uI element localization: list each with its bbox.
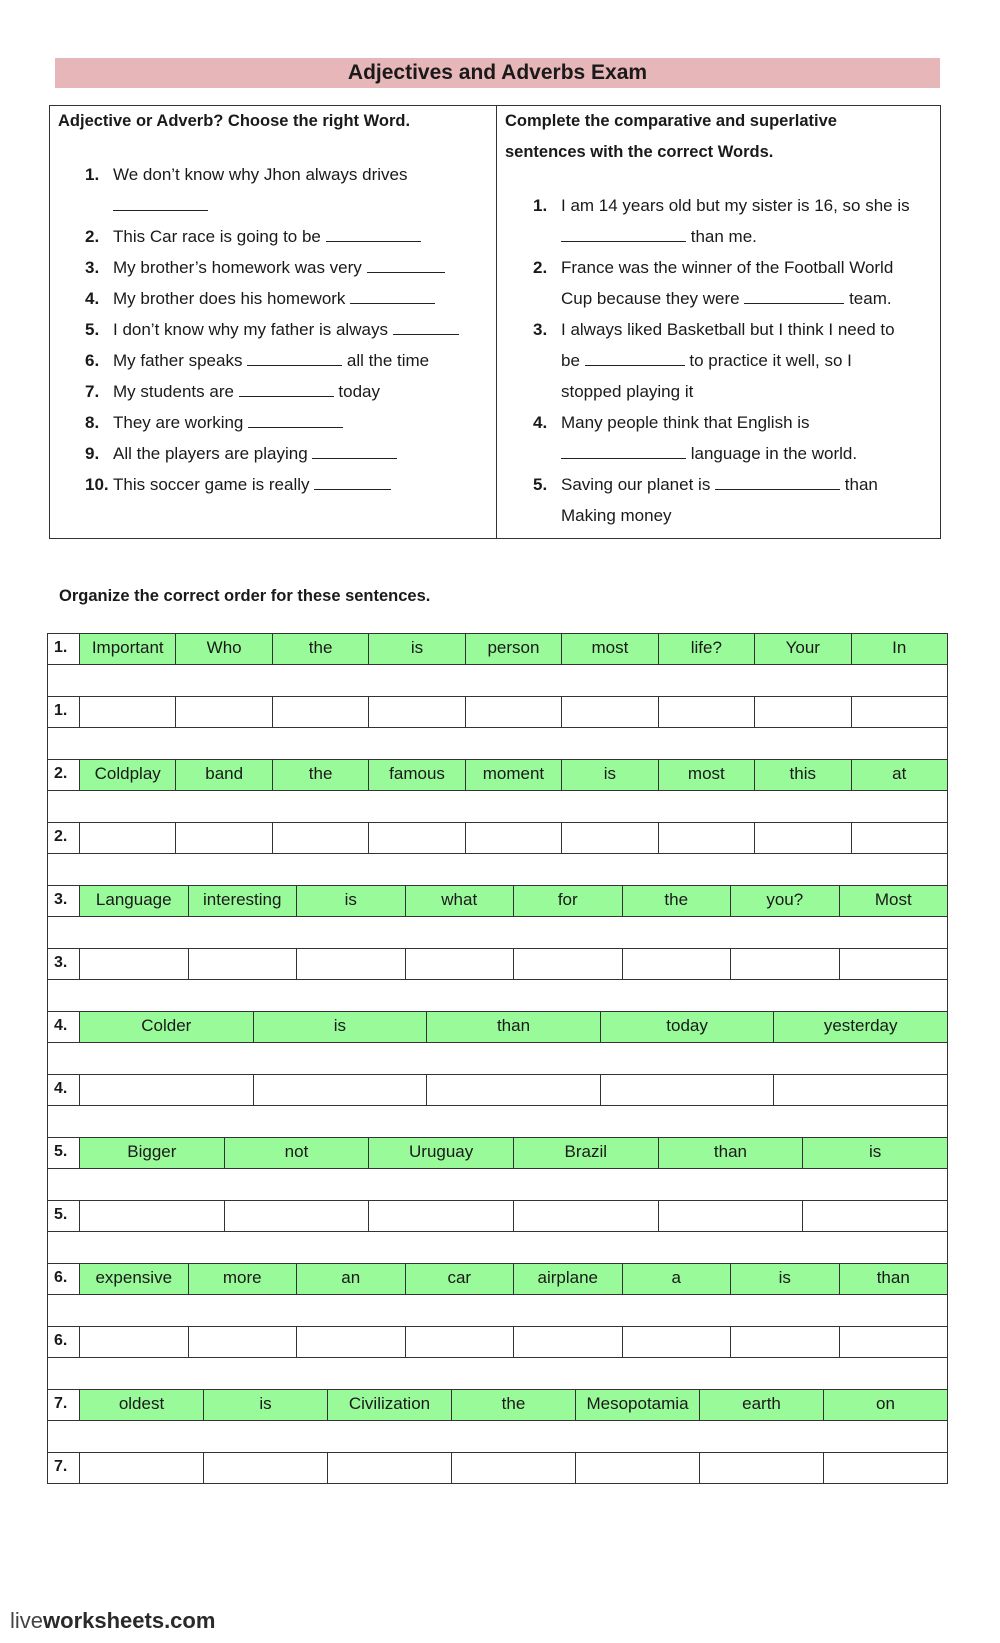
exercise-text: This soccer game is really <box>113 475 310 494</box>
exercise-text: Making money <box>561 506 672 525</box>
answer-cell[interactable] <box>773 1074 948 1106</box>
answer-blank[interactable] <box>326 223 421 242</box>
answer-cell[interactable] <box>272 822 369 854</box>
exercise-number: 9. <box>85 444 100 463</box>
row-gap <box>47 1232 948 1264</box>
answer-blank[interactable] <box>715 471 840 490</box>
exercise-text: all the time <box>346 351 430 370</box>
word-tile[interactable]: on <box>823 1389 948 1421</box>
footer-brand[interactable] <box>10 1608 215 1634</box>
word-tile[interactable]: life? <box>658 633 755 665</box>
word-tile[interactable]: Important <box>79 633 176 665</box>
word-row <box>47 1138 948 1169</box>
word-tile[interactable]: today <box>600 1011 775 1043</box>
exercise-item <box>497 252 940 314</box>
exercise-text: They are working <box>113 413 244 432</box>
exercise-number: 3. <box>85 258 100 277</box>
exercise-text: This Car race is going to be <box>113 227 321 246</box>
word-row <box>47 760 948 791</box>
exercise-text: France was the winner of the Football World <box>561 258 894 277</box>
exercise-item <box>50 376 496 407</box>
exercise-text: Many people think that English is <box>561 413 810 432</box>
word-tile[interactable]: the <box>272 759 369 791</box>
section-heading: Adjective or Adverb? Choose the right Word. <box>58 112 411 130</box>
word-tile[interactable]: band <box>175 759 272 791</box>
exercise-number: 1. <box>533 196 548 215</box>
row-gap <box>47 1169 948 1201</box>
answer-blank[interactable] <box>312 440 397 459</box>
word-tile[interactable]: is <box>561 759 658 791</box>
answer-cell[interactable] <box>79 696 176 728</box>
brand-bold: worksheets.com <box>43 1608 216 1633</box>
word-row <box>47 1264 948 1295</box>
exercise-number: 5. <box>533 475 548 494</box>
row-gap <box>47 854 948 886</box>
exercise-item <box>50 438 496 469</box>
exercise-item <box>497 190 940 252</box>
exercise-text: We don’t know why Jhon always drives <box>113 165 408 184</box>
left-exercise-list <box>50 159 496 500</box>
answer-blank[interactable] <box>393 316 459 335</box>
word-tile[interactable]: moment <box>465 759 562 791</box>
word-tile[interactable]: is <box>802 1137 948 1169</box>
answer-cell[interactable] <box>561 822 658 854</box>
word-tile[interactable]: Who <box>175 633 272 665</box>
answer-blank[interactable] <box>744 285 844 304</box>
answer-cell[interactable] <box>699 1452 824 1484</box>
section-heading-line2: sentences with the correct Words. <box>505 143 774 161</box>
word-tile[interactable]: this <box>754 759 851 791</box>
row-gap <box>47 1295 948 1327</box>
exercise-text: today <box>338 382 381 401</box>
answer-cell[interactable] <box>79 1326 189 1358</box>
word-tile[interactable]: than <box>839 1263 949 1295</box>
exercise-number: 2. <box>533 258 548 277</box>
exercise-text: My father speaks <box>113 351 243 370</box>
brand-light: live <box>10 1608 44 1633</box>
exercise-item <box>50 314 496 345</box>
word-tile[interactable]: you? <box>730 885 840 917</box>
exercise-item <box>50 469 496 500</box>
row-gap <box>47 1421 948 1453</box>
word-tile[interactable]: Colder <box>79 1011 254 1043</box>
answer-cell[interactable] <box>658 696 755 728</box>
exercise-number: 2. <box>85 227 100 246</box>
word-tile[interactable]: the <box>622 885 732 917</box>
answer-cell[interactable] <box>513 1200 659 1232</box>
answer-cell[interactable] <box>465 822 562 854</box>
row-gap <box>47 665 948 697</box>
answer-cell[interactable] <box>513 948 623 980</box>
word-tile[interactable]: is <box>296 885 406 917</box>
row-number: 5. <box>47 1137 80 1169</box>
exercise-text: All the players are playing <box>113 444 308 463</box>
answer-cell[interactable] <box>188 1326 298 1358</box>
answer-row <box>47 1075 948 1106</box>
answer-blank[interactable] <box>247 347 342 366</box>
answer-row <box>47 1327 948 1358</box>
row-gap <box>47 980 948 1012</box>
exercise-item <box>50 252 496 283</box>
exercise-number: 5. <box>85 320 100 339</box>
exercise-item <box>497 314 940 407</box>
row-gap <box>47 1358 948 1390</box>
word-tile[interactable]: Your <box>754 633 851 665</box>
row-number: 4. <box>47 1011 80 1043</box>
word-tile[interactable]: than <box>426 1011 601 1043</box>
word-tile[interactable]: is <box>253 1011 428 1043</box>
answer-cell[interactable] <box>368 1200 514 1232</box>
answer-cell[interactable] <box>188 948 298 980</box>
row-number: 3. <box>47 948 80 980</box>
word-tile[interactable]: oldest <box>79 1389 204 1421</box>
exercise-item <box>50 345 496 376</box>
adjective-adverb-section <box>50 106 497 538</box>
word-tile[interactable]: Language <box>79 885 189 917</box>
answer-cell[interactable] <box>658 822 755 854</box>
answer-cell[interactable] <box>851 696 948 728</box>
organize-heading: Organize the correct order for these sentences. <box>59 587 431 605</box>
answer-cell[interactable] <box>296 948 406 980</box>
word-tile[interactable]: a <box>622 1263 732 1295</box>
answer-cell[interactable] <box>79 948 189 980</box>
word-tile[interactable]: more <box>188 1263 298 1295</box>
answer-cell[interactable] <box>175 822 272 854</box>
answer-cell[interactable] <box>622 948 732 980</box>
word-row <box>47 886 948 917</box>
answer-row <box>47 697 948 728</box>
answer-cell[interactable] <box>224 1200 370 1232</box>
answer-blank[interactable] <box>113 192 208 211</box>
word-tile[interactable]: Brazil <box>513 1137 659 1169</box>
row-gap <box>47 1043 948 1075</box>
answer-row <box>47 1453 948 1484</box>
word-tile[interactable]: Civilization <box>327 1389 452 1421</box>
row-number: 6. <box>47 1326 80 1358</box>
word-tile[interactable]: than <box>658 1137 804 1169</box>
answer-cell[interactable] <box>405 948 515 980</box>
word-tile[interactable]: most <box>658 759 755 791</box>
word-tile[interactable]: Bigger <box>79 1137 225 1169</box>
exercise-text: stopped playing it <box>561 382 694 401</box>
word-tile[interactable]: the <box>272 633 369 665</box>
row-gap <box>47 791 948 823</box>
exercise-item <box>497 469 940 531</box>
answer-cell[interactable] <box>175 696 272 728</box>
word-tile[interactable]: Coldplay <box>79 759 176 791</box>
row-number: 4. <box>47 1074 80 1106</box>
answer-cell[interactable] <box>79 1452 204 1484</box>
section-heading-line1: Complete the comparative and superlative <box>505 112 837 130</box>
exercise-text: My brother’s homework was very <box>113 258 362 277</box>
answer-cell[interactable] <box>465 696 562 728</box>
answer-cell[interactable] <box>296 1326 406 1358</box>
exercise-item <box>50 283 496 314</box>
word-tile[interactable]: yesterday <box>773 1011 948 1043</box>
word-tile[interactable]: earth <box>699 1389 824 1421</box>
word-tile[interactable]: airplane <box>513 1263 623 1295</box>
exercise-item <box>497 407 940 469</box>
row-gap <box>47 728 948 760</box>
exercise-text: language in the world. <box>690 444 858 463</box>
word-tile[interactable]: not <box>224 1137 370 1169</box>
exercise-text: My students are <box>113 382 234 401</box>
exercise-box <box>49 105 941 539</box>
exercise-text: My brother does his homework <box>113 289 346 308</box>
answer-cell[interactable] <box>79 1074 254 1106</box>
exercise-text: than me. <box>690 227 757 246</box>
word-tile[interactable]: person <box>465 633 562 665</box>
exercise-text: be <box>561 351 580 370</box>
right-exercise-list <box>497 190 940 531</box>
word-tile[interactable]: In <box>851 633 948 665</box>
exercise-number: 1. <box>85 165 100 184</box>
answer-cell[interactable] <box>754 696 851 728</box>
exercise-text: team. <box>849 289 892 308</box>
answer-cell[interactable] <box>513 1326 623 1358</box>
answer-cell[interactable] <box>368 696 465 728</box>
answer-cell[interactable] <box>730 1326 840 1358</box>
exercise-item <box>50 159 496 221</box>
answer-blank[interactable] <box>561 440 686 459</box>
row-number: 2. <box>47 822 80 854</box>
answer-blank[interactable] <box>248 409 343 428</box>
word-tile[interactable]: expensive <box>79 1263 189 1295</box>
word-tile[interactable]: the <box>451 1389 576 1421</box>
word-tile[interactable]: at <box>851 759 948 791</box>
word-tile[interactable]: what <box>405 885 515 917</box>
answer-blank[interactable] <box>350 285 435 304</box>
word-tile[interactable]: interesting <box>188 885 298 917</box>
exercise-number: 3. <box>533 320 548 339</box>
exercise-text: I don’t know why my father is always <box>113 320 388 339</box>
row-number: 1. <box>47 696 80 728</box>
answer-cell[interactable] <box>327 1452 452 1484</box>
row-number: 5. <box>47 1200 80 1232</box>
word-tile[interactable]: famous <box>368 759 465 791</box>
answer-cell[interactable] <box>622 1326 732 1358</box>
word-tile[interactable]: Most <box>839 885 949 917</box>
answer-cell[interactable] <box>203 1452 328 1484</box>
answer-blank[interactable] <box>314 471 391 490</box>
exercise-number: 4. <box>85 289 100 308</box>
row-number: 1. <box>47 633 80 665</box>
row-number: 2. <box>47 759 80 791</box>
exercise-text: I always liked Basketball but I think I need to <box>561 320 895 339</box>
answer-cell[interactable] <box>405 1326 515 1358</box>
word-row <box>47 634 948 665</box>
answer-cell[interactable] <box>79 1200 225 1232</box>
word-tile[interactable]: Uruguay <box>368 1137 514 1169</box>
answer-blank[interactable] <box>239 378 334 397</box>
exercise-number: 6. <box>85 351 100 370</box>
answer-row <box>47 823 948 854</box>
answer-cell[interactable] <box>851 822 948 854</box>
row-gap <box>47 1106 948 1138</box>
answer-cell[interactable] <box>253 1074 428 1106</box>
answer-row <box>47 949 948 980</box>
answer-cell[interactable] <box>272 696 369 728</box>
answer-cell[interactable] <box>368 822 465 854</box>
exercise-number: 8. <box>85 413 100 432</box>
exercise-text: to practice it well, so I <box>689 351 852 370</box>
exercise-item <box>50 407 496 438</box>
word-tile[interactable]: car <box>405 1263 515 1295</box>
comparative-section <box>497 106 940 538</box>
word-row <box>47 1012 948 1043</box>
word-tile[interactable]: Mesopotamia <box>575 1389 700 1421</box>
word-tile[interactable]: most <box>561 633 658 665</box>
answer-blank[interactable] <box>585 347 685 366</box>
exercise-text: Cup because they were <box>561 289 740 308</box>
answer-cell[interactable] <box>802 1200 948 1232</box>
word-tile[interactable]: for <box>513 885 623 917</box>
exercise-text: Saving our planet is <box>561 475 711 494</box>
word-tile[interactable]: is <box>368 633 465 665</box>
row-gap <box>47 917 948 949</box>
row-number: 7. <box>47 1389 80 1421</box>
answer-blank[interactable] <box>367 254 445 273</box>
exercise-text: I am 14 years old but my sister is 16, so she is <box>561 196 910 215</box>
word-tile[interactable]: is <box>730 1263 840 1295</box>
row-number: 3. <box>47 885 80 917</box>
answer-cell[interactable] <box>754 822 851 854</box>
answer-cell[interactable] <box>426 1074 601 1106</box>
answer-cell[interactable] <box>839 1326 949 1358</box>
exercise-number: 7. <box>85 382 100 401</box>
answer-cell[interactable] <box>451 1452 576 1484</box>
word-tile[interactable]: is <box>203 1389 328 1421</box>
answer-cell[interactable] <box>658 1200 804 1232</box>
answer-cell[interactable] <box>79 822 176 854</box>
row-number: 7. <box>47 1452 80 1484</box>
answer-cell[interactable] <box>575 1452 700 1484</box>
word-tile[interactable]: an <box>296 1263 406 1295</box>
row-number: 6. <box>47 1263 80 1295</box>
exercise-number: 4. <box>533 413 548 432</box>
answer-cell[interactable] <box>839 948 949 980</box>
exercise-text: than <box>844 475 878 494</box>
exercise-number: 10. <box>85 475 109 494</box>
exercise-item <box>50 221 496 252</box>
answer-cell[interactable] <box>561 696 658 728</box>
answer-row <box>47 1201 948 1232</box>
answer-cell[interactable] <box>600 1074 775 1106</box>
word-row <box>47 1390 948 1421</box>
answer-cell[interactable] <box>730 948 840 980</box>
answer-cell[interactable] <box>823 1452 948 1484</box>
page-title: Adjectives and Adverbs Exam <box>55 58 940 88</box>
answer-blank[interactable] <box>561 223 686 242</box>
